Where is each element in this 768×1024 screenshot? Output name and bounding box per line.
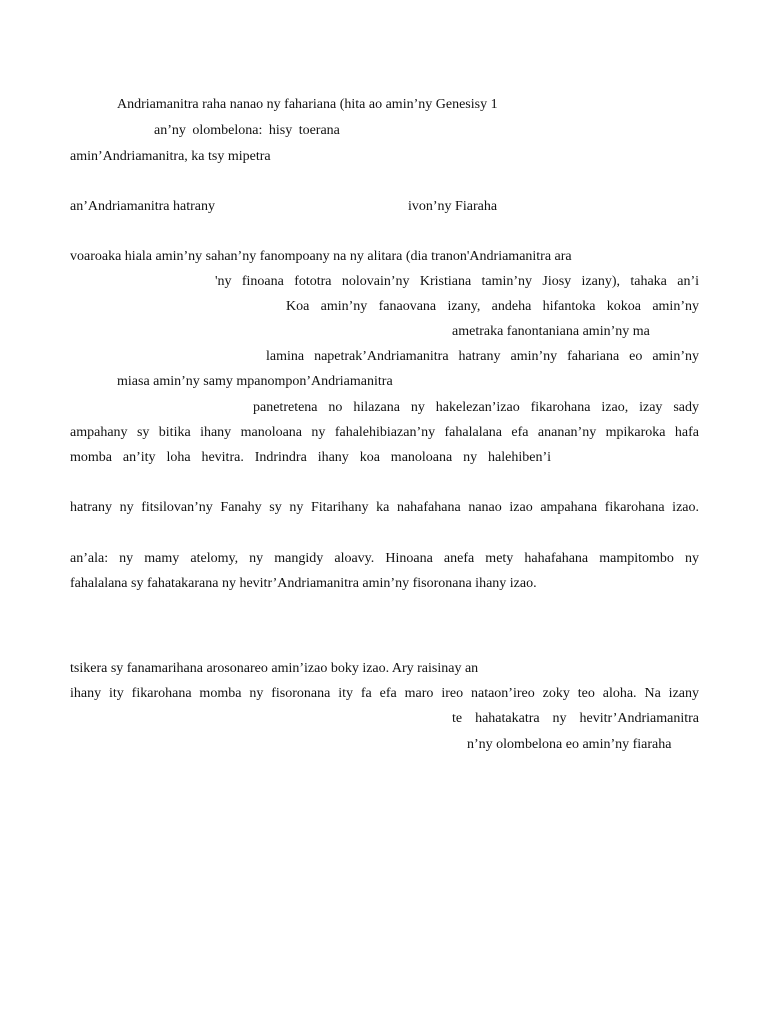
text-line: ivon’ny Fiaraha — [408, 199, 498, 214]
text-line: ihany ity fikarohana momba ny fisoronana ity fa efa maro ireo nataon’ireo zoky teo aloha. Na izany — [70, 686, 699, 701]
text-line: panetretena no hilazana ny hakelezan’izao fikarohana izao, izay sady — [253, 400, 699, 415]
text-line: 'ny finoana fototra nolovain’ny Kristiana tamin’ny Jiosy izany), tahaka an’i — [215, 274, 699, 289]
text-line: tsikera sy fanamarihana arosonareo amin’izao boky izao. Ary raisinay an — [70, 661, 479, 676]
text-line: lamina napetrak’Andriamanitra hatrany amin’ny fahariana eo amin’ny — [266, 349, 699, 364]
text-line: ametraka fanontaniana amin’ny ma — [452, 324, 650, 339]
text-line: an’Andriamanitra hatrany — [70, 199, 215, 214]
text-line: Koa amin’ny fanaovana izany, andeha hifantoka kokoa amin’ny — [286, 299, 699, 314]
text-line: ampahany sy bitika ihany manoloana ny fahalehibiazan’ny fahalalana efa ananan’ny mpikaroka hafa — [70, 425, 699, 440]
text-line: miasa amin’ny samy mpanompon’Andriamanitra — [117, 374, 393, 389]
text-line: hatrany ny fitsilovan’ny Fanahy sy ny Fitarihany ka nahafahana nanao izao ampahana fikarohana izao. — [70, 500, 699, 515]
text-line: n’ny olombelona eo amin’ny fiaraha — [467, 737, 672, 752]
text-line: fahalalana sy fahatakarana ny hevitr’Andriamanitra amin’ny fisoronana ihany izao. — [70, 576, 537, 591]
text-line: amin’Andriamanitra, ka tsy mipetra — [70, 149, 271, 164]
text-line: an’ala: ny mamy atelomy, ny mangidy aloavy. Hinoana anefa mety hahafahana mampitombo ny — [70, 551, 699, 566]
text-line: Andriamanitra raha nanao ny fahariana (hita ao amin’ny Genesisy 1 — [117, 97, 498, 112]
text-line: voaroaka hiala amin’ny sahan’ny fanompoany na ny alitara (dia tranon'Andriamanitra ara — [70, 249, 572, 264]
text-line: an’ny olombelona: hisy toerana — [154, 123, 340, 138]
text-line: te hahatakatra ny hevitr’Andriamanitra — [452, 711, 699, 726]
text-line: momba an’ity loha hevitra. Indrindra ihany koa manoloana ny halehiben’i — [70, 450, 551, 465]
